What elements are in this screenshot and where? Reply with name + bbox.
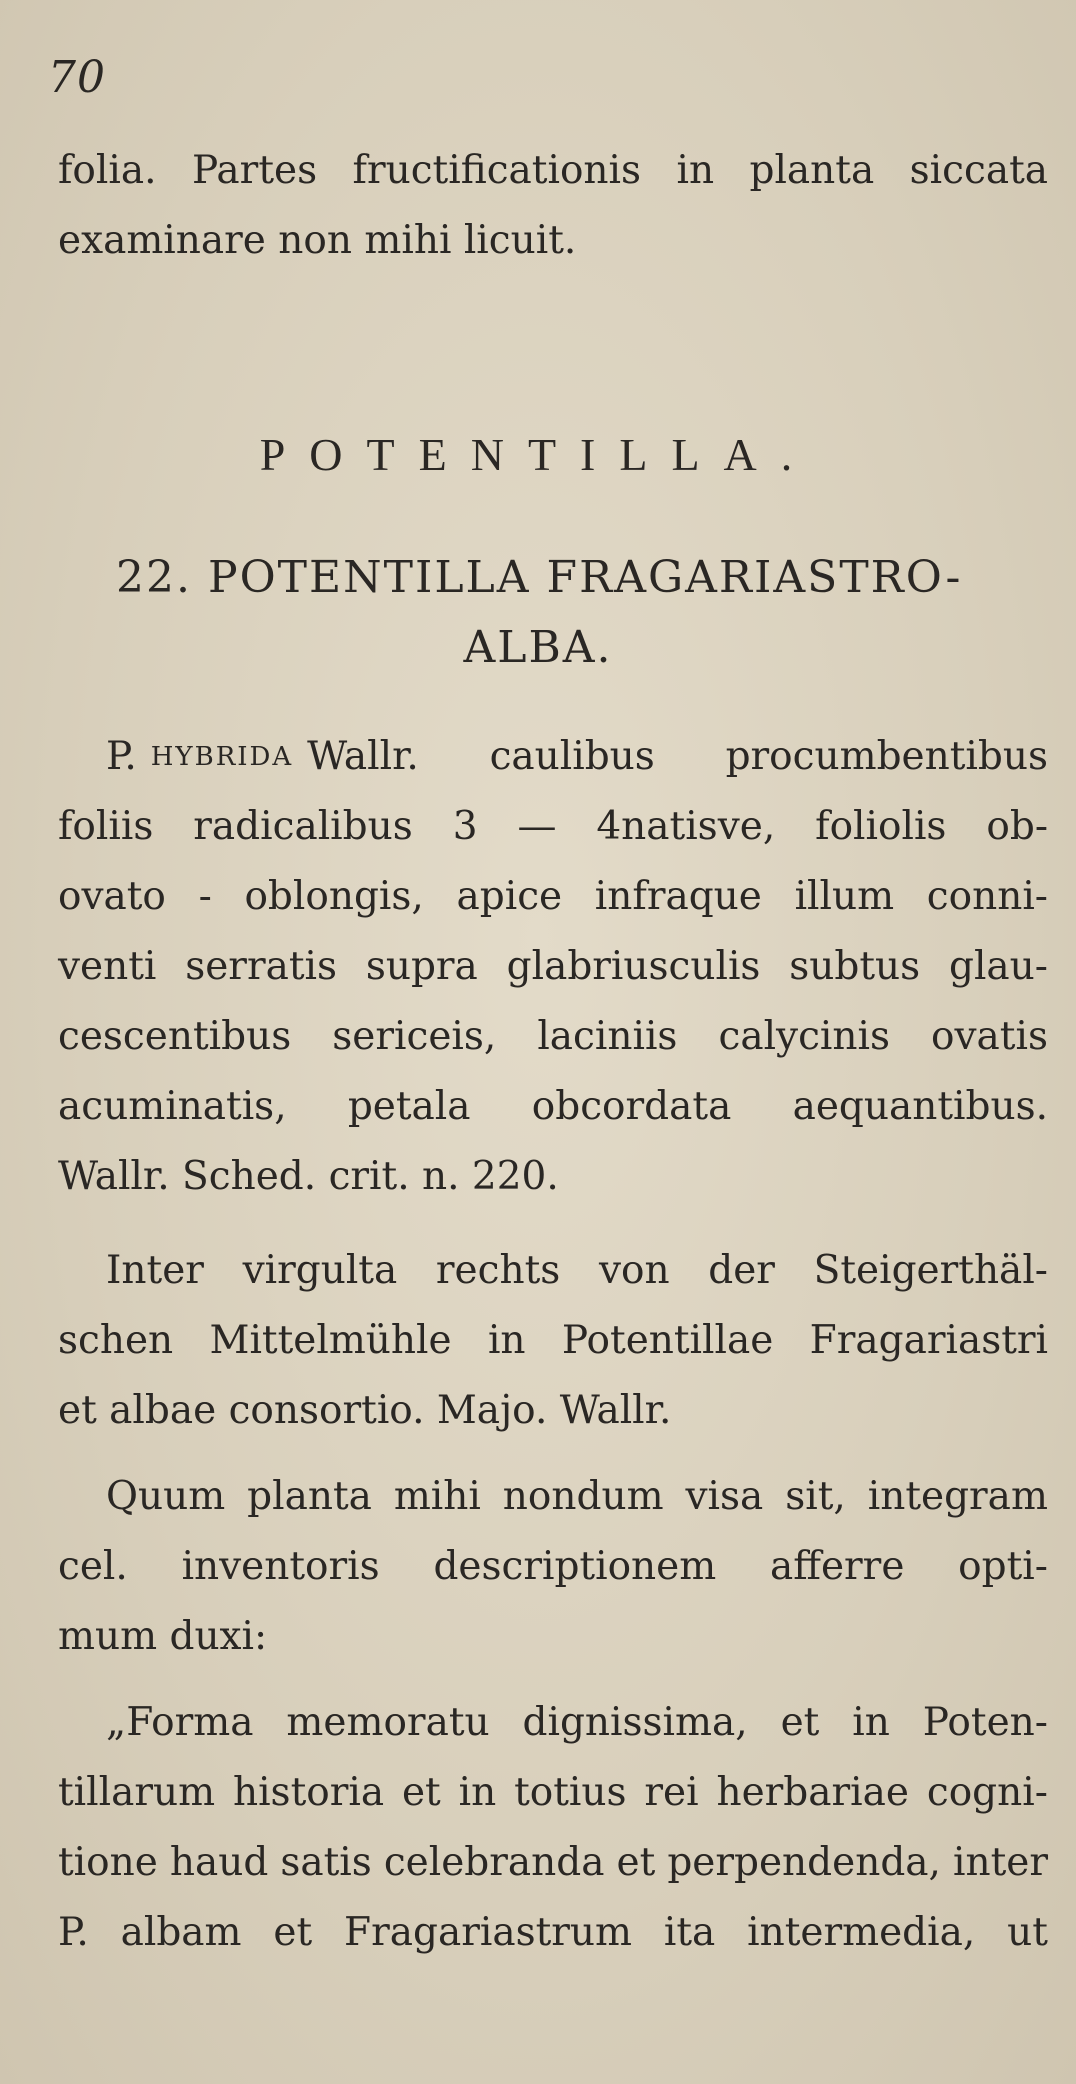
text-line: P. albam et Fragariastrum ita intermedia, ut	[58, 1910, 1048, 1955]
text-line	[58, 722, 1048, 792]
text-line: cescentibus sericeis, laciniis calycinis ovatis	[58, 1014, 1048, 1059]
text-line: acuminatis, petala obcordata aequantibus.	[58, 1084, 1048, 1129]
text-line: cel. inventoris descriptionem afferre opti-	[58, 1544, 1048, 1589]
quote-paragraph	[58, 1688, 1048, 1968]
note-paragraph	[58, 1462, 1048, 1672]
text-line-rest: Wallr. caulibus procumbentibus	[307, 734, 1048, 779]
text-line: tillarum historia et in totius rei herbariae cogni-	[58, 1770, 1048, 1815]
text-line: Quum planta mihi nondum visa sit, integram	[106, 1474, 1048, 1519]
text-line: tione haud satis celebranda et perpendenda, inter	[58, 1840, 1048, 1885]
species-heading-line-1: 22. POTENTILLA FRAGARIASTRO-	[116, 552, 963, 603]
text-line: Wallr. Sched. crit. n. 220.	[58, 1154, 559, 1199]
synonym-name: HYBRIDA	[150, 742, 294, 772]
page-number: 70	[48, 52, 106, 103]
text-line: ovato - oblongis, apice infraque illum conni-	[58, 874, 1048, 919]
genus-heading: POTENTILLA.	[259, 429, 817, 480]
text-line: Inter virgulta rechts von der Steigerthäl-	[106, 1248, 1048, 1293]
text-line: venti serratis supra glabriusculis subtus glau-	[58, 944, 1048, 989]
text-line: examinare non mihi licuit.	[58, 218, 577, 263]
text-line: et albae consortio. Majo. Wallr.	[58, 1388, 672, 1433]
habitat-paragraph	[58, 1236, 1048, 1446]
synonym-prefix: P.	[106, 734, 137, 779]
text-line: foliis radicalibus 3 — 4natisve, foliolis ob-	[58, 804, 1048, 849]
intro-paragraph	[58, 136, 1048, 276]
text-line: mum duxi:	[58, 1614, 268, 1659]
description-paragraph	[58, 722, 1048, 1212]
text-line: „Forma memoratu dignissima, et in Poten-	[106, 1700, 1048, 1745]
text-line: folia. Partes fructificationis in planta siccata	[58, 148, 1048, 193]
text-line: schen Mittelmühle in Potentillae Fragariastri	[58, 1318, 1048, 1363]
species-heading-line-2: ALBA.	[463, 622, 613, 673]
